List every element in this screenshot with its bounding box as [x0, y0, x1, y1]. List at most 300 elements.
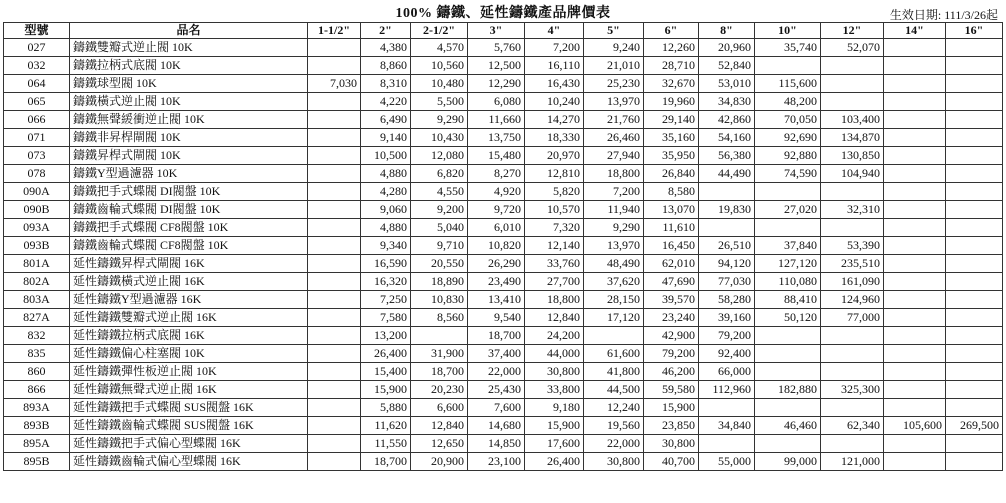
price-cell: [755, 435, 821, 453]
price-cell: 7,320: [525, 219, 584, 237]
price-cell: [308, 201, 361, 219]
table-row: [4, 201, 1003, 219]
table-row: [4, 129, 1003, 147]
price-cell: 19,830: [699, 201, 755, 219]
price-cell: 9,240: [584, 39, 644, 57]
price-cell: [308, 219, 361, 237]
model-code-cell: 803A: [4, 291, 70, 309]
price-cell: 42,860: [699, 111, 755, 129]
price-cell: 8,310: [361, 75, 411, 93]
price-cell: [308, 237, 361, 255]
product-name-cell: 鑄鐵橫式逆止閥 10K: [70, 93, 308, 111]
price-cell: 70,050: [755, 111, 821, 129]
price-cell: 12,290: [468, 75, 525, 93]
product-name-cell: 鑄鐵昇桿式閘閥 10K: [70, 147, 308, 165]
price-cell: 20,230: [411, 381, 468, 399]
price-cell: [884, 219, 946, 237]
price-cell: 25,230: [584, 75, 644, 93]
price-cell: [946, 39, 1003, 57]
table-row: [4, 165, 1003, 183]
price-cell: [884, 399, 946, 417]
price-cell: [308, 39, 361, 57]
price-cell: 99,000: [755, 453, 821, 471]
price-cell: 47,690: [644, 273, 699, 291]
price-cell: [308, 273, 361, 291]
price-cell: 16,110: [525, 57, 584, 75]
table-header-row: [4, 23, 1003, 39]
price-cell: 30,800: [644, 435, 699, 453]
price-cell: 13,070: [644, 201, 699, 219]
price-cell: 9,200: [411, 201, 468, 219]
price-cell: [946, 327, 1003, 345]
price-cell: 16,320: [361, 273, 411, 291]
price-cell: 9,540: [468, 309, 525, 327]
price-cell: [755, 345, 821, 363]
price-cell: 7,600: [468, 399, 525, 417]
price-cell: 30,800: [584, 453, 644, 471]
price-cell: 12,840: [525, 309, 584, 327]
price-cell: 20,550: [411, 255, 468, 273]
price-cell: 15,900: [644, 399, 699, 417]
price-cell: [884, 255, 946, 273]
price-cell: [308, 345, 361, 363]
price-cell: 22,000: [468, 363, 525, 381]
model-code-cell: 071: [4, 129, 70, 147]
price-cell: [821, 57, 884, 75]
price-cell: [946, 291, 1003, 309]
price-cell: 10,830: [411, 291, 468, 309]
price-cell: [821, 93, 884, 111]
price-cell: [699, 399, 755, 417]
price-cell: 127,120: [755, 255, 821, 273]
price-cell: 16,590: [361, 255, 411, 273]
model-code-cell: 065: [4, 93, 70, 111]
price-cell: [884, 111, 946, 129]
price-cell: [821, 363, 884, 381]
price-cell: [946, 165, 1003, 183]
price-cell: [308, 435, 361, 453]
column-header: 1-1/2": [308, 23, 361, 39]
price-cell: [308, 147, 361, 165]
price-cell: [308, 129, 361, 147]
price-cell: 269,500: [946, 417, 1003, 435]
column-header: 5": [584, 23, 644, 39]
price-cell: [884, 57, 946, 75]
price-cell: 14,850: [468, 435, 525, 453]
model-code-cell: 090B: [4, 201, 70, 219]
price-cell: 5,760: [468, 39, 525, 57]
price-cell: [308, 309, 361, 327]
price-cell: 33,800: [525, 381, 584, 399]
price-cell: 18,700: [411, 363, 468, 381]
price-cell: [755, 327, 821, 345]
table-row: [4, 75, 1003, 93]
price-cell: 55,000: [699, 453, 755, 471]
table-row: [4, 381, 1003, 399]
table-row: [4, 363, 1003, 381]
price-cell: 37,400: [468, 345, 525, 363]
column-header: 2": [361, 23, 411, 39]
price-cell: [946, 273, 1003, 291]
model-code-cell: 027: [4, 39, 70, 57]
price-cell: 12,810: [525, 165, 584, 183]
price-cell: 11,610: [644, 219, 699, 237]
price-cell: 14,270: [525, 111, 584, 129]
price-cell: 9,060: [361, 201, 411, 219]
price-cell: [755, 57, 821, 75]
model-code-cell: 866: [4, 381, 70, 399]
price-cell: [946, 381, 1003, 399]
price-cell: 27,940: [584, 147, 644, 165]
price-cell: [884, 327, 946, 345]
price-cell: [884, 381, 946, 399]
product-name-cell: 延性鑄鐵雙瓣式逆止閥 16K: [70, 309, 308, 327]
price-cell: [884, 237, 946, 255]
price-cell: [411, 327, 468, 345]
price-cell: 14,680: [468, 417, 525, 435]
price-cell: [308, 453, 361, 471]
table-row: [4, 399, 1003, 417]
price-cell: 46,460: [755, 417, 821, 435]
price-cell: 79,200: [644, 345, 699, 363]
price-cell: 4,550: [411, 183, 468, 201]
price-cell: 325,300: [821, 381, 884, 399]
price-cell: 235,510: [821, 255, 884, 273]
price-cell: [755, 363, 821, 381]
product-name-cell: 延性鑄鐵橫式逆止閥 16K: [70, 273, 308, 291]
price-cell: [884, 453, 946, 471]
model-code-cell: 032: [4, 57, 70, 75]
price-cell: 12,840: [411, 417, 468, 435]
price-cell: [946, 255, 1003, 273]
price-cell: 15,900: [525, 417, 584, 435]
price-cell: [884, 309, 946, 327]
price-cell: 44,000: [525, 345, 584, 363]
price-cell: 8,580: [644, 183, 699, 201]
price-cell: 9,290: [411, 111, 468, 129]
price-cell: [308, 417, 361, 435]
model-code-cell: 093A: [4, 219, 70, 237]
price-cell: 28,710: [644, 57, 699, 75]
price-cell: [946, 93, 1003, 111]
price-cell: [308, 165, 361, 183]
product-name-cell: 延性鑄鐵無聲式逆止閥 16K: [70, 381, 308, 399]
model-code-cell: 827A: [4, 309, 70, 327]
price-cell: 92,690: [755, 129, 821, 147]
price-cell: 11,940: [584, 201, 644, 219]
price-cell: 22,000: [584, 435, 644, 453]
price-cell: [946, 309, 1003, 327]
price-cell: [884, 201, 946, 219]
price-cell: 74,590: [755, 165, 821, 183]
price-cell: [946, 129, 1003, 147]
price-cell: 48,200: [755, 93, 821, 111]
price-cell: 21,010: [584, 57, 644, 75]
table-row: [4, 57, 1003, 75]
price-cell: 94,120: [699, 255, 755, 273]
price-cell: [946, 363, 1003, 381]
table-row: [4, 111, 1003, 129]
price-cell: 9,180: [525, 399, 584, 417]
price-cell: 134,870: [821, 129, 884, 147]
column-header: 2-1/2": [411, 23, 468, 39]
price-cell: [946, 453, 1003, 471]
price-cell: 27,700: [525, 273, 584, 291]
model-code-cell: 832: [4, 327, 70, 345]
product-name-cell: 鑄鐵無聲緩衝逆止閥 10K: [70, 111, 308, 129]
price-cell: [946, 147, 1003, 165]
price-cell: [884, 165, 946, 183]
price-cell: 4,570: [411, 39, 468, 57]
price-cell: [946, 183, 1003, 201]
price-cell: [946, 345, 1003, 363]
price-cell: 13,410: [468, 291, 525, 309]
table-row: [4, 183, 1003, 201]
price-cell: 4,880: [361, 165, 411, 183]
table-row: [4, 93, 1003, 111]
price-cell: [884, 183, 946, 201]
price-cell: [946, 111, 1003, 129]
table-row: [4, 453, 1003, 471]
price-cell: 62,340: [821, 417, 884, 435]
price-cell: 5,880: [361, 399, 411, 417]
price-cell: 62,010: [644, 255, 699, 273]
price-cell: 7,200: [525, 39, 584, 57]
price-cell: [884, 147, 946, 165]
price-cell: 48,490: [584, 255, 644, 273]
product-name-cell: 鑄鐵齒輪式蝶閥 DI閥盤 10K: [70, 201, 308, 219]
price-cell: 24,200: [525, 327, 584, 345]
table-row: [4, 309, 1003, 327]
price-cell: 9,340: [361, 237, 411, 255]
price-cell: 42,900: [644, 327, 699, 345]
price-cell: 34,830: [699, 93, 755, 111]
price-cell: 53,390: [821, 237, 884, 255]
table-row: [4, 435, 1003, 453]
price-cell: 25,430: [468, 381, 525, 399]
price-cell: 5,500: [411, 93, 468, 111]
model-code-cell: 073: [4, 147, 70, 165]
price-cell: 79,200: [699, 327, 755, 345]
price-cell: 105,600: [884, 417, 946, 435]
price-cell: 23,100: [468, 453, 525, 471]
table-row: [4, 345, 1003, 363]
price-cell: 54,160: [699, 129, 755, 147]
price-cell: 130,850: [821, 147, 884, 165]
price-cell: 7,250: [361, 291, 411, 309]
price-cell: 32,310: [821, 201, 884, 219]
price-cell: 7,580: [361, 309, 411, 327]
price-cell: 17,120: [584, 309, 644, 327]
table-row: [4, 255, 1003, 273]
product-name-cell: 延性鑄鐵齒輪式偏心型蝶閥 16K: [70, 453, 308, 471]
price-cell: 5,040: [411, 219, 468, 237]
price-cell: 11,620: [361, 417, 411, 435]
price-cell: 7,200: [584, 183, 644, 201]
price-cell: 18,330: [525, 129, 584, 147]
price-cell: 35,950: [644, 147, 699, 165]
price-cell: 4,380: [361, 39, 411, 57]
product-name-cell: 延性鑄鐵把手式蝶閥 SUS閥盤 16K: [70, 399, 308, 417]
table-row: [4, 147, 1003, 165]
table-row: [4, 39, 1003, 57]
price-cell: 4,880: [361, 219, 411, 237]
price-cell: [821, 435, 884, 453]
product-name-cell: 延性鑄鐵Y型過濾器 16K: [70, 291, 308, 309]
column-header: 品名: [70, 23, 308, 39]
model-code-cell: 860: [4, 363, 70, 381]
price-cell: 6,080: [468, 93, 525, 111]
price-cell: [946, 399, 1003, 417]
price-cell: 59,580: [644, 381, 699, 399]
price-cell: 7,030: [308, 75, 361, 93]
price-cell: 26,400: [361, 345, 411, 363]
product-name-cell: 延性鑄鐵昇桿式閘閥 16K: [70, 255, 308, 273]
price-cell: 121,000: [821, 453, 884, 471]
table-row: [4, 219, 1003, 237]
price-cell: [884, 345, 946, 363]
price-cell: 92,400: [699, 345, 755, 363]
price-cell: 15,400: [361, 363, 411, 381]
price-cell: [308, 93, 361, 111]
price-cell: 19,560: [584, 417, 644, 435]
price-cell: 52,070: [821, 39, 884, 57]
price-cell: 11,660: [468, 111, 525, 129]
price-cell: 6,010: [468, 219, 525, 237]
price-cell: 26,460: [584, 129, 644, 147]
price-cell: 10,480: [411, 75, 468, 93]
price-cell: 10,560: [411, 57, 468, 75]
price-cell: 10,430: [411, 129, 468, 147]
price-cell: [308, 291, 361, 309]
price-cell: 33,760: [525, 255, 584, 273]
price-cell: 10,240: [525, 93, 584, 111]
price-cell: 4,920: [468, 183, 525, 201]
price-cell: 58,280: [699, 291, 755, 309]
price-cell: 9,290: [584, 219, 644, 237]
price-cell: [821, 75, 884, 93]
price-cell: 28,150: [584, 291, 644, 309]
price-cell: [946, 75, 1003, 93]
product-name-cell: 延性鑄鐵把手式偏心型蝶閥 16K: [70, 435, 308, 453]
model-code-cell: 093B: [4, 237, 70, 255]
price-cell: [308, 183, 361, 201]
price-cell: 20,970: [525, 147, 584, 165]
price-cell: 8,560: [411, 309, 468, 327]
price-cell: 26,400: [525, 453, 584, 471]
price-cell: 77,000: [821, 309, 884, 327]
price-cell: 52,840: [699, 57, 755, 75]
price-cell: [584, 327, 644, 345]
price-cell: 61,600: [584, 345, 644, 363]
price-cell: 19,960: [644, 93, 699, 111]
model-code-cell: 893B: [4, 417, 70, 435]
model-code-cell: 078: [4, 165, 70, 183]
price-cell: 46,200: [644, 363, 699, 381]
price-cell: [699, 183, 755, 201]
price-cell: [884, 435, 946, 453]
model-code-cell: 895B: [4, 453, 70, 471]
product-name-cell: 鑄鐵非昇桿閘閥 10K: [70, 129, 308, 147]
price-cell: 20,960: [699, 39, 755, 57]
price-cell: [755, 219, 821, 237]
price-cell: 40,700: [644, 453, 699, 471]
price-cell: 124,960: [821, 291, 884, 309]
product-name-cell: 延性鑄鐵偏心柱塞閥 10K: [70, 345, 308, 363]
price-cell: 37,840: [755, 237, 821, 255]
table-row: [4, 291, 1003, 309]
price-cell: 12,080: [411, 147, 468, 165]
price-cell: 23,490: [468, 273, 525, 291]
price-cell: [946, 219, 1003, 237]
price-cell: [821, 183, 884, 201]
price-cell: 12,240: [584, 399, 644, 417]
price-cell: [946, 201, 1003, 219]
price-cell: 6,820: [411, 165, 468, 183]
price-cell: 29,140: [644, 111, 699, 129]
table-row: [4, 237, 1003, 255]
price-cell: [946, 237, 1003, 255]
price-cell: [755, 183, 821, 201]
price-cell: [308, 57, 361, 75]
model-code-cell: 801A: [4, 255, 70, 273]
price-cell: 88,410: [755, 291, 821, 309]
price-table: [3, 22, 1003, 471]
price-cell: 18,800: [525, 291, 584, 309]
column-header: 16": [946, 23, 1003, 39]
price-cell: 110,080: [755, 273, 821, 291]
price-cell: 35,740: [755, 39, 821, 57]
price-cell: 12,650: [411, 435, 468, 453]
price-cell: 16,450: [644, 237, 699, 255]
price-cell: [308, 111, 361, 129]
price-cell: 56,380: [699, 147, 755, 165]
model-code-cell: 066: [4, 111, 70, 129]
price-cell: 17,600: [525, 435, 584, 453]
price-cell: 12,140: [525, 237, 584, 255]
column-header: 14": [884, 23, 946, 39]
price-cell: 27,020: [755, 201, 821, 219]
table-row: [4, 327, 1003, 345]
column-header: 型號: [4, 23, 70, 39]
product-name-cell: 鑄鐵把手式蝶閥 DI閥盤 10K: [70, 183, 308, 201]
price-cell: [308, 327, 361, 345]
price-cell: 26,840: [644, 165, 699, 183]
price-cell: [821, 345, 884, 363]
price-cell: [821, 399, 884, 417]
price-cell: 9,140: [361, 129, 411, 147]
price-cell: 21,760: [584, 111, 644, 129]
price-cell: 10,570: [525, 201, 584, 219]
price-cell: 39,570: [644, 291, 699, 309]
price-cell: 16,430: [525, 75, 584, 93]
price-cell: 44,500: [584, 381, 644, 399]
price-cell: [946, 435, 1003, 453]
price-cell: [946, 57, 1003, 75]
column-header: 10": [755, 23, 821, 39]
column-header: 4": [525, 23, 584, 39]
price-cell: 182,880: [755, 381, 821, 399]
price-cell: 6,600: [411, 399, 468, 417]
price-cell: 77,030: [699, 273, 755, 291]
price-cell: [821, 219, 884, 237]
price-cell: 10,820: [468, 237, 525, 255]
price-cell: 115,600: [755, 75, 821, 93]
product-name-cell: 鑄鐵齒輪式蝶閥 CF8閥盤 10K: [70, 237, 308, 255]
price-cell: [699, 219, 755, 237]
price-cell: 13,750: [468, 129, 525, 147]
price-cell: [308, 399, 361, 417]
